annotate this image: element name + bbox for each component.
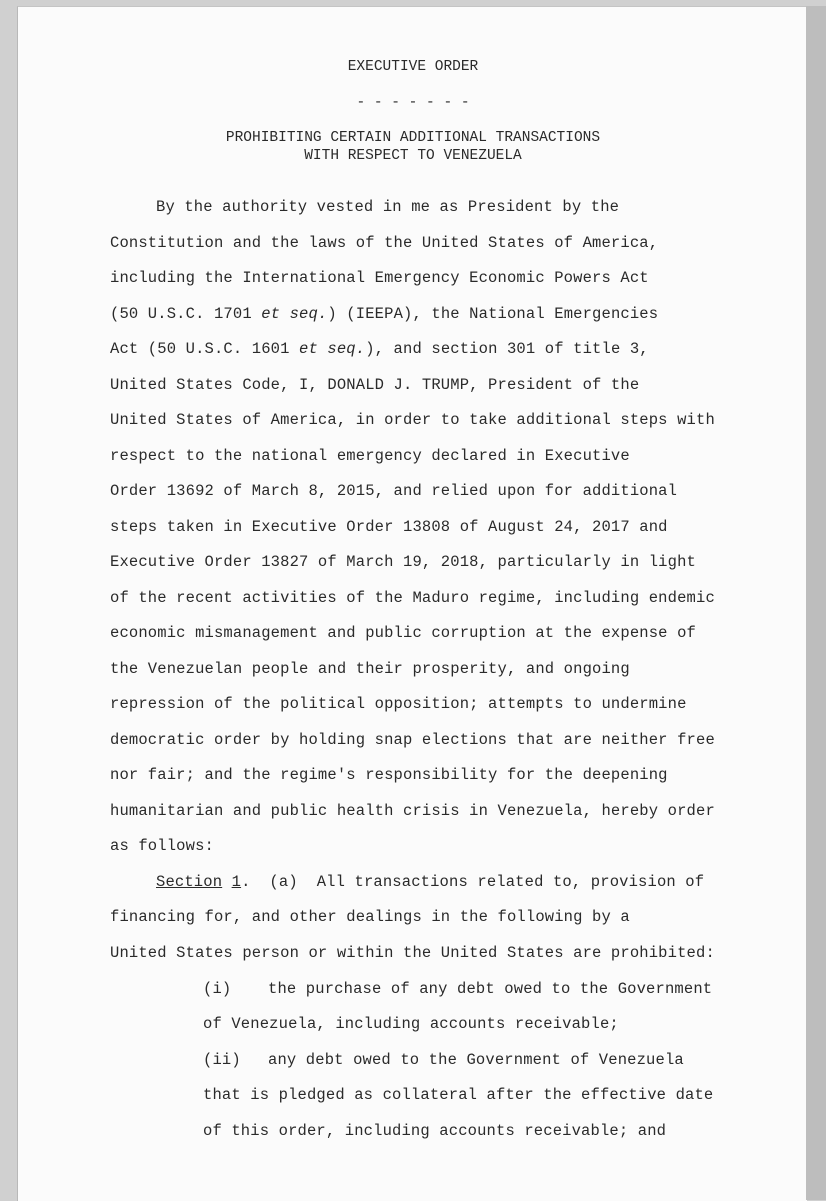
preamble-line: humanitarian and public health crisis in Venezuela, hereby order bbox=[110, 802, 715, 820]
page-edge-shadow bbox=[806, 6, 826, 1200]
item-line: that is pledged as collateral after the effective date bbox=[203, 1086, 714, 1104]
preamble-line: of the recent activities of the Maduro regime, including endemic bbox=[110, 589, 715, 607]
preamble-line: Constitution and the laws of the United States of America, bbox=[110, 234, 659, 252]
preamble-line: Executive Order 13827 of March 19, 2018, particularly in light bbox=[110, 553, 696, 571]
preamble-line: the Venezuelan people and their prosperity, and ongoing bbox=[110, 660, 630, 678]
item-line: the purchase of any debt owed to the Government bbox=[268, 980, 713, 998]
preamble-line: (50 U.S.C. 1701 et seq.) (IEEPA), the National Emergencies bbox=[110, 305, 659, 323]
item-line: of Venezuela, including accounts receivable; bbox=[203, 1015, 619, 1033]
preamble-line: Act (50 U.S.C. 1601 et seq.), and section 301 of title 3, bbox=[110, 340, 649, 358]
preamble-line: Order 13692 of March 8, 2015, and relied upon for additional bbox=[110, 482, 678, 500]
preamble-line: nor fair; and the regime's responsibility for the deepening bbox=[110, 766, 668, 784]
et-seq-italic: et seq. bbox=[299, 340, 366, 358]
document-heading: EXECUTIVE ORDER bbox=[347, 59, 479, 75]
item-line: of this order, including accounts receivable; and bbox=[203, 1122, 667, 1140]
preamble-line: steps taken in Executive Order 13808 of August 24, 2017 and bbox=[110, 518, 668, 536]
preamble-line: as follows: bbox=[110, 837, 214, 855]
preamble-line: repression of the political opposition; attempts to undermine bbox=[110, 695, 687, 713]
item-marker: (ii) bbox=[203, 1051, 241, 1069]
heading-separator: - - - - - - - bbox=[356, 95, 470, 111]
preamble-line: United States of America, in order to take additional steps with bbox=[110, 411, 715, 429]
section-1-line: Section 1. (a) All transactions related to, provision of bbox=[156, 873, 705, 891]
et-seq-italic: et seq. bbox=[261, 305, 328, 323]
section-1-line: United States person or within the United States are prohibited: bbox=[110, 944, 715, 962]
order-title-line-2: WITH RESPECT TO VENEZUELA bbox=[304, 148, 522, 164]
section-1-line: financing for, and other dealings in the following by a bbox=[110, 908, 630, 926]
preamble-line: including the International Emergency Economic Powers Act bbox=[110, 269, 649, 287]
preamble-line: democratic order by holding snap elections that are neither free bbox=[110, 731, 715, 749]
preamble-line: economic mismanagement and public corruption at the expense of bbox=[110, 624, 696, 642]
section-number: 1 bbox=[231, 873, 242, 891]
preamble-line: respect to the national emergency declared in Executive bbox=[110, 447, 630, 465]
order-title-line-1: PROHIBITING CERTAIN ADDITIONAL TRANSACTIONS bbox=[225, 130, 601, 146]
section-label: Section bbox=[156, 873, 223, 891]
item-marker: (i) bbox=[203, 980, 232, 998]
item-line: any debt owed to the Government of Venezuela bbox=[268, 1051, 684, 1069]
preamble-line: By the authority vested in me as President by the bbox=[156, 198, 620, 216]
preamble-line: United States Code, I, DONALD J. TRUMP, President of the bbox=[110, 376, 640, 394]
